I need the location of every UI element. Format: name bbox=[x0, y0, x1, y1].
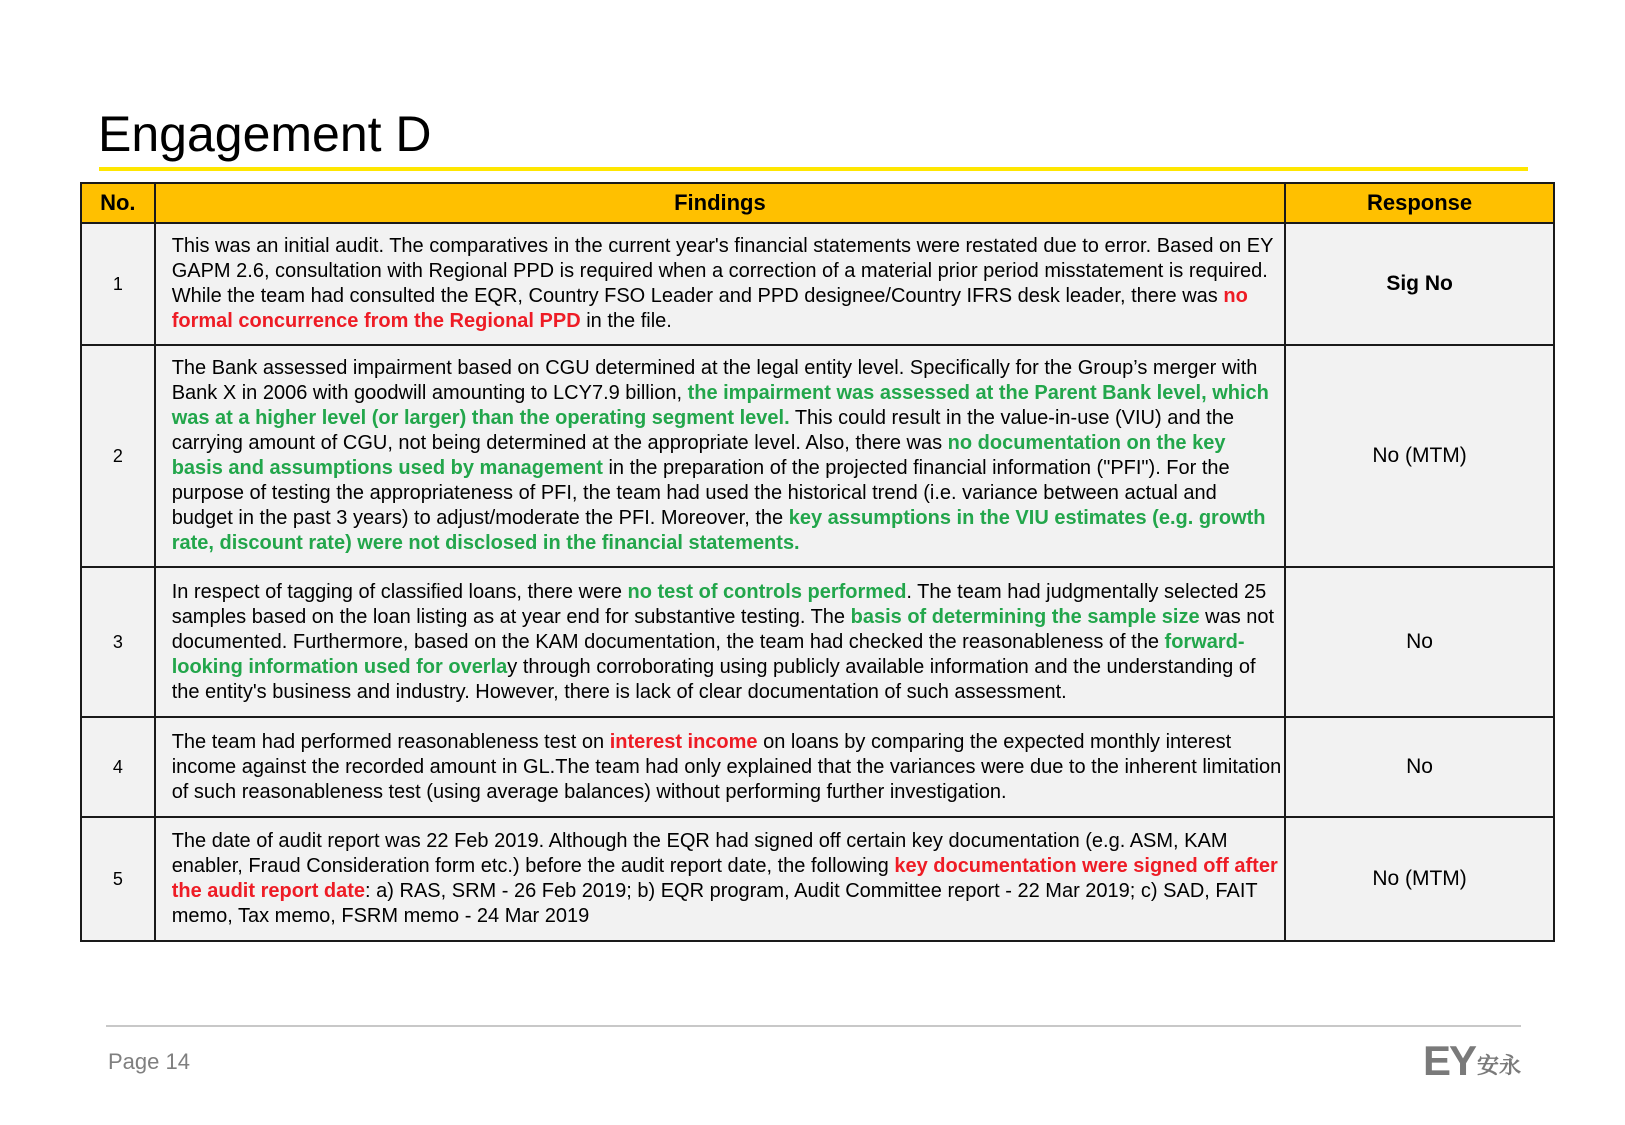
highlight-red-text: no formal concurrence from the Regional PPD bbox=[171, 285, 1248, 332]
finding-text-segment: The date of audit report was 22 Feb 2019. Although the EQR had signed off certain key documentation (e.g. ASM, KAM enabler, Fraud Consideration form etc.) before the audit report date, the following bbox=[171, 830, 1228, 877]
row-number: 1 bbox=[81, 223, 155, 345]
finding-text bbox=[155, 567, 1285, 717]
finding-text bbox=[155, 717, 1285, 817]
finding-text-segment: y through corroborating using publicly available information and the understanding of the entity's business and industry. However, there is lack of clear documentation of such assessment. bbox=[171, 655, 1256, 703]
response-value: Sig No bbox=[1285, 223, 1554, 345]
finding-text-segment: The Bank assessed impairment based on CGU determined at the legal entity level. Specifically for the Group’s merger with Bank X in 2006 with goodwill amounting to LCY7.9 billion, bbox=[171, 357, 1258, 404]
page-number: Page 14 bbox=[108, 1049, 190, 1074]
highlight-green-text: basis of determining the sample size bbox=[850, 605, 1200, 628]
finding-text-segment: in the preparation of the projected financial information ("PFI"). For the purpose of testing the appropriateness of PFI, the team had used the historical trend (i.e. variance between actual and budget in the past 3 years) to adjust/moderate the PFI. Moreover, the bbox=[171, 457, 1230, 529]
table-row bbox=[81, 817, 1554, 941]
table-header-row bbox=[81, 183, 1554, 223]
ey-logo-icon bbox=[1423, 1037, 1533, 1084]
response-value: No bbox=[1285, 717, 1554, 817]
row-number: 2 bbox=[81, 345, 155, 567]
finding-text bbox=[155, 223, 1285, 345]
table-row bbox=[81, 345, 1554, 567]
findings-table bbox=[80, 182, 1555, 942]
finding-text-segment: was not documented. Furthermore, based on the KAM documentation, the team had checked the reasonableness of the bbox=[171, 605, 1275, 653]
finding-text-segment: This could result in the value-in-use (VIU) and the carrying amount of CGU, not being determined at the appropriate level. Also, there was bbox=[171, 407, 1234, 454]
footer-divider bbox=[106, 1025, 1521, 1027]
finding-text-segment: This was an initial audit. The comparatives in the current year's financial statements were restated due to error. Based on EY GAPM 2.6, consultation with Regional PPD is required when a correction of a material prior period misstatement is required. While the team had consulted the EQR, Country FSO Leader and PPD designee/Country IFRS desk leader, there was bbox=[171, 235, 1274, 307]
row-number: 3 bbox=[81, 567, 155, 717]
highlight-red-text: key documentation were signed off after the audit report date bbox=[171, 855, 1278, 902]
title-underline bbox=[99, 167, 1528, 171]
finding-text-segment: . The team had judgmentally selected 25 samples based on the loan listing as at year end for substantive testing. The bbox=[171, 580, 1267, 628]
highlight-green-text: no test of controls performed bbox=[627, 580, 907, 603]
highlight-green-text: no documentation on the key basis and assumptions used by management bbox=[171, 432, 1226, 479]
finding-text-segment: : a) RAS, SRM - 26 Feb 2019; b) EQR program, Audit Committee report - 22 Mar 2019; c) SAD, FAIT memo, Tax memo, FSRM memo - 24 Mar 2019 bbox=[171, 880, 1258, 927]
finding-text-segment: The team had performed reasonableness test on bbox=[171, 730, 610, 753]
row-number: 4 bbox=[81, 717, 155, 817]
table-row bbox=[81, 223, 1554, 345]
findings-body bbox=[81, 223, 1554, 941]
table-row bbox=[81, 567, 1554, 717]
finding-text-segment: on loans by comparing the expected monthly interest income against the recorded amount in GL.The team had only explained that the variances were due to the inherent limitation of such reasonableness test (using average balances) without performing further investigation. bbox=[171, 730, 1282, 803]
finding-text-segment: In respect of tagging of classified loans, there were bbox=[171, 580, 628, 603]
table-row bbox=[81, 717, 1554, 817]
finding-text-segment: in the file. bbox=[580, 310, 672, 332]
ey-logo-mark: EY bbox=[1423, 1037, 1476, 1084]
highlight-green-text: the impairment was assessed at the Parent Bank level, which was at a higher level (or larger) than the operating segment level. bbox=[171, 382, 1269, 429]
header-response: Response bbox=[1285, 183, 1554, 223]
response-value: No bbox=[1285, 567, 1554, 717]
response-value: No (MTM) bbox=[1285, 345, 1554, 567]
header-no: No. bbox=[81, 183, 155, 223]
finding-text bbox=[155, 345, 1285, 567]
header-findings: Findings bbox=[155, 183, 1285, 223]
highlight-green-text: forward-looking information used for overla bbox=[171, 630, 1245, 678]
response-value: No (MTM) bbox=[1285, 817, 1554, 941]
ey-logo-chinese: 安永 bbox=[1477, 1054, 1522, 1079]
finding-text bbox=[155, 817, 1285, 941]
row-number: 5 bbox=[81, 817, 155, 941]
highlight-red-text: interest income bbox=[609, 730, 758, 753]
highlight-green-text: key assumptions in the VIU estimates (e.g. growth rate, discount rate) were not disclosed in the financial statements. bbox=[171, 507, 1266, 554]
page-title: Engagement D bbox=[98, 106, 432, 162]
